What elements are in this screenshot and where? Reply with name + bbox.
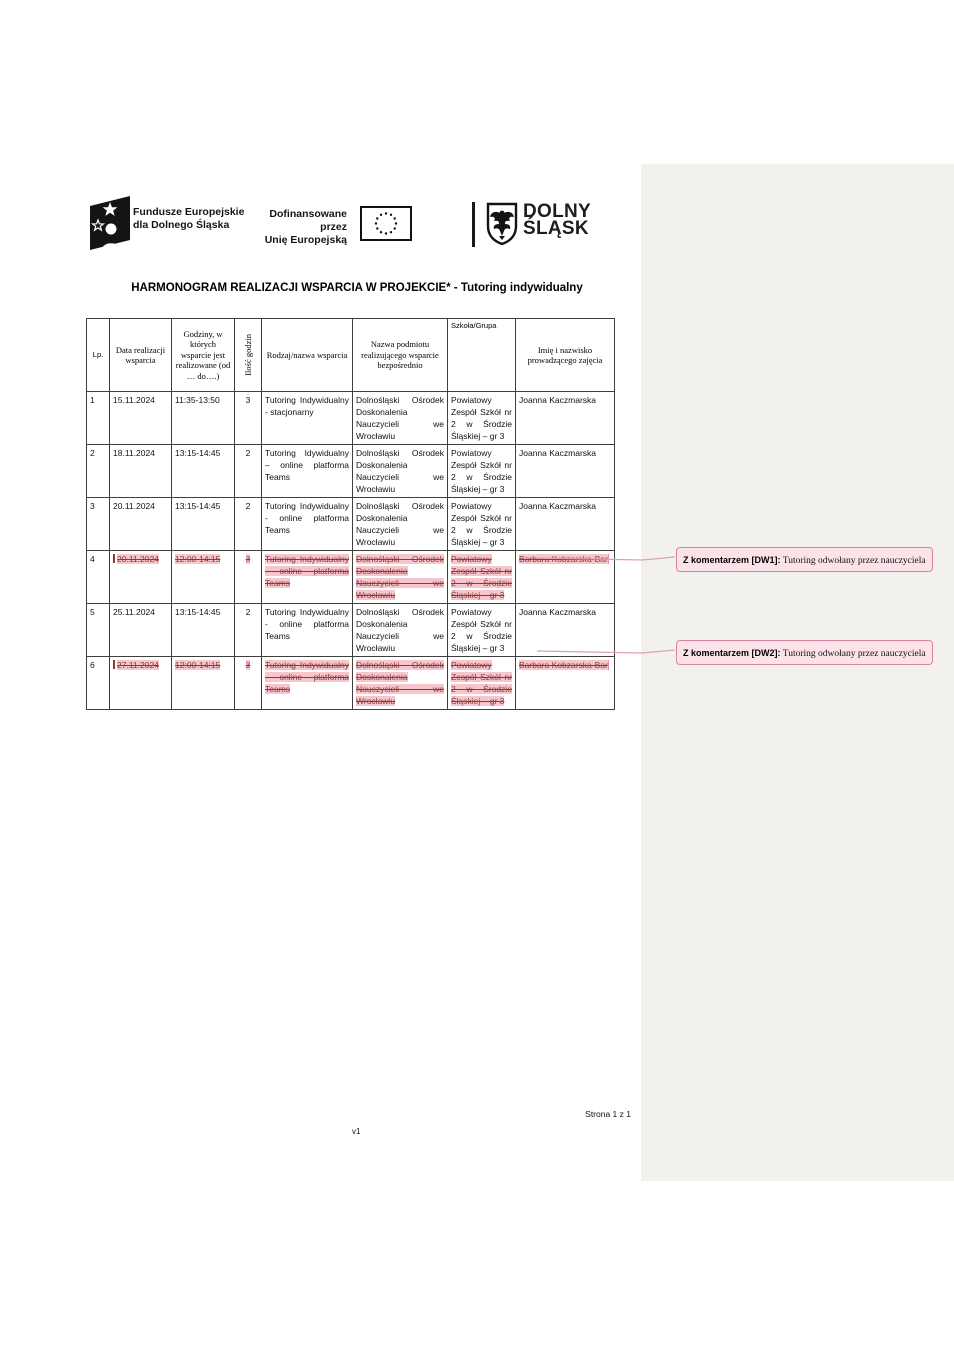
cell-provider-text: Dolnośląski Ośrodek Doskonalenia Nauczycieli we Wrocławiu	[356, 395, 444, 441]
cell-teacher-text: Joanna Kaczmarska	[519, 501, 597, 511]
cell-lp-text: 3	[90, 501, 95, 511]
cell-date[interactable]	[110, 657, 172, 710]
cell-teacher-text: Barbara Kobzarska-Bar	[519, 660, 608, 670]
cell-lp[interactable]	[87, 498, 110, 551]
fundusze-europejskie-label: Fundusze Europejskie dla Dolnego Śląska	[133, 206, 245, 231]
cell-count[interactable]	[235, 392, 262, 445]
dolny-slask-crest-icon	[486, 202, 518, 251]
comment-anchor-caret	[608, 554, 610, 564]
cell-lp-text: 2	[90, 448, 95, 458]
version-label: v1	[352, 1127, 361, 1136]
cell-lp[interactable]	[87, 551, 110, 604]
cell-hours-text: 12:00-14:15	[175, 660, 221, 670]
cell-lp[interactable]	[87, 604, 110, 657]
logo-band	[0, 190, 640, 256]
cell-date-text: 20.11.2024	[117, 554, 159, 564]
cell-school[interactable]	[448, 392, 516, 445]
cell-type-text: Tutoring Idywidualny – online platforma Teams	[265, 448, 349, 482]
cell-lp[interactable]	[87, 445, 110, 498]
cell-school[interactable]	[448, 551, 516, 604]
cell-teacher-text: Joanna Kaczmarska	[519, 448, 597, 458]
cell-hours-text: 11:35-13:50	[175, 395, 220, 405]
cell-lp-text: 5	[90, 607, 95, 617]
comment-text: Tutoring odwołany przez nauczyciela	[780, 649, 926, 659]
cell-date-text: 25.11.2024	[113, 607, 155, 617]
fundusze-europejskie-logo-icon	[90, 196, 130, 255]
cell-hours-text: 13:15-14:45	[175, 501, 221, 511]
cell-teacher[interactable]	[516, 657, 615, 710]
dolny-slask-label: DOLNY ŚLĄSK	[523, 201, 591, 239]
cell-teacher[interactable]	[516, 445, 615, 498]
table-row	[87, 551, 615, 604]
cell-lp-text: 6	[90, 660, 95, 670]
cell-provider[interactable]	[353, 657, 448, 710]
cell-hours[interactable]	[172, 445, 235, 498]
cell-date-text: 15.11.2024	[113, 395, 155, 405]
page-title[interactable]: HARMONOGRAM REALIZACJI WSPARCIA W PROJEKCIE* - Tutoring indywidualny	[131, 282, 583, 294]
cell-school-text: Powiatowy Zespół Szkół nr 2 w Środzie Śląskiej – gr 3	[451, 554, 512, 600]
comment-anchor-tick	[113, 554, 115, 563]
cell-provider-text: Dolnośląski Ośrodek Doskonalenia Nauczycieli we Wrocławiu	[356, 554, 444, 600]
cell-school[interactable]	[448, 498, 516, 551]
page-number: Strona 1 z 1	[585, 1109, 631, 1119]
cell-date[interactable]	[110, 445, 172, 498]
cell-school-text: Powiatowy Zespół Szkół nr 2 w Środzie Śląskiej – gr 3	[451, 395, 512, 441]
table-row	[87, 498, 615, 551]
cell-lp[interactable]	[87, 657, 110, 710]
cell-count[interactable]	[235, 551, 262, 604]
cell-type[interactable]	[262, 551, 353, 604]
cell-date[interactable]	[110, 551, 172, 604]
cell-type-text: Tutoring Indywidualny - online platforma Teams	[265, 607, 349, 641]
cell-teacher-text: Barbara Kobzarska-Bar	[519, 554, 608, 564]
cell-provider[interactable]	[353, 498, 448, 551]
eu-funding-label: Dofinansowane przez Unię Europejską	[264, 208, 347, 246]
col-header-school[interactable]: Szkoła/Grupa	[448, 319, 516, 392]
cell-hours[interactable]	[172, 657, 235, 710]
cell-school[interactable]	[448, 604, 516, 657]
cell-lp-text: 1	[90, 395, 95, 405]
col-header-count[interactable]	[235, 319, 262, 392]
col-header-teacher[interactable]: Imię i nazwisko prowadzącego zajęcia	[516, 319, 615, 392]
col-header-hours[interactable]: Godziny, w których wsparcie jest realizowane (od … do….)	[172, 319, 235, 392]
cell-count-text: 3	[245, 395, 251, 405]
cell-type[interactable]	[262, 392, 353, 445]
cell-provider-text: Dolnośląski Ośrodek Doskonalenia Nauczycieli we Wrocławiu	[356, 501, 444, 547]
cell-hours[interactable]	[172, 498, 235, 551]
cell-type[interactable]	[262, 604, 353, 657]
cell-date-text: 18.11.2024	[113, 448, 155, 458]
eu-flag-icon	[360, 206, 412, 246]
cell-school[interactable]	[448, 657, 516, 710]
review-markup-area	[641, 164, 954, 1181]
comment-label: Z komentarzem [DW2]:	[683, 648, 781, 658]
cell-count-text: 3	[245, 554, 251, 564]
cell-hours[interactable]	[172, 392, 235, 445]
cell-school-text: Powiatowy Zespół Szkół nr 2 w Środzie Śląskiej – gr 3	[451, 607, 512, 653]
cell-school-text: Powiatowy Zespół Szkół nr 2 w Środzie Śląskiej – gr 3	[451, 448, 512, 494]
cell-hours-text: 12:00-14:15	[175, 554, 221, 564]
table-row	[87, 392, 615, 445]
cell-date[interactable]	[110, 498, 172, 551]
cell-type[interactable]	[262, 445, 353, 498]
cell-hours-text: 13:15-14:45	[175, 607, 221, 617]
col-header-count-label: Ilość godzin	[242, 334, 253, 376]
cell-count[interactable]	[235, 445, 262, 498]
cell-count-text: 2	[245, 448, 251, 458]
cell-teacher[interactable]	[516, 392, 615, 445]
col-header-date[interactable]: Data realizacji wsparcia	[110, 319, 172, 392]
cell-teacher[interactable]	[516, 498, 615, 551]
cell-hours-text: 13:15-14:45	[175, 448, 221, 458]
schedule-table	[86, 318, 615, 710]
cell-school-text: Powiatowy Zespół Szkół nr 2 w Środzie Śląskiej – gr 3	[451, 660, 512, 706]
table-row	[87, 657, 615, 710]
col-header-provider[interactable]: Nazwa podmiotu realizującego wsparcie bezpośrednio	[353, 319, 448, 392]
comment-label: Z komentarzem [DW1]:	[683, 555, 781, 565]
cell-type[interactable]	[262, 498, 353, 551]
cell-count-text: 2	[245, 607, 251, 617]
comment-anchor-tick	[113, 660, 115, 669]
header-divider	[472, 202, 475, 247]
comment-text: Tutoring odwołany przez nauczyciela	[780, 556, 926, 566]
cell-hours[interactable]	[172, 604, 235, 657]
cell-date[interactable]	[110, 604, 172, 657]
cell-type-text: Tutoring Indywidualny - online platforma Teams	[265, 660, 349, 694]
table-row	[87, 604, 615, 657]
cell-school-text: Powiatowy Zespół Szkół nr 2 w Środzie Śląskiej – gr 3	[451, 501, 512, 547]
cell-provider[interactable]	[353, 445, 448, 498]
cell-count[interactable]	[235, 604, 262, 657]
table-header-row	[87, 319, 615, 392]
comment-anchor-caret	[608, 660, 610, 670]
table-body	[87, 392, 615, 710]
cell-teacher-text: Joanna Kaczmarska	[519, 395, 597, 405]
cell-type-text: Tutoring Indywidualny - online platforma Teams	[265, 554, 349, 588]
cell-provider-text: Dolnośląski Ośrodek Doskonalenia Nauczycieli we Wrocławiu	[356, 448, 444, 494]
cell-provider[interactable]	[353, 392, 448, 445]
table-row	[87, 445, 615, 498]
cell-hours[interactable]	[172, 551, 235, 604]
cell-provider[interactable]	[353, 604, 448, 657]
cell-lp[interactable]	[87, 392, 110, 445]
cell-teacher[interactable]	[516, 551, 615, 604]
cell-date[interactable]	[110, 392, 172, 445]
col-header-type[interactable]: Rodzaj/nazwa wsparcia	[262, 319, 353, 392]
comment-bubble[interactable]	[676, 640, 933, 665]
cell-count-text: 2	[245, 501, 251, 511]
cell-provider-text: Dolnośląski Ośrodek Doskonalenia Nauczycieli we Wrocławiu	[356, 660, 444, 706]
cell-type[interactable]	[262, 657, 353, 710]
cell-date-text: 20.11.2024	[113, 501, 155, 511]
cell-date-text: 27.11.2024	[117, 660, 159, 670]
cell-teacher[interactable]	[516, 604, 615, 657]
comment-bubble[interactable]	[676, 547, 933, 572]
cell-teacher-text: Joanna Kaczmarska	[519, 607, 597, 617]
cell-count[interactable]	[235, 498, 262, 551]
cell-provider-text: Dolnośląski Ośrodek Doskonalenia Nauczycieli we Wrocławiu	[356, 607, 444, 653]
cell-school[interactable]	[448, 445, 516, 498]
cell-count[interactable]	[235, 657, 262, 710]
cell-lp-text: 4	[90, 554, 95, 564]
col-header-lp[interactable]: Lp.	[87, 319, 110, 392]
cell-count-text: 3	[245, 660, 251, 670]
cell-type-text: Tutoring Indywidualny - online platforma Teams	[265, 501, 349, 535]
cell-provider[interactable]	[353, 551, 448, 604]
cell-type-text: Tutoring Indywidualny - stacjonarny	[265, 395, 349, 417]
